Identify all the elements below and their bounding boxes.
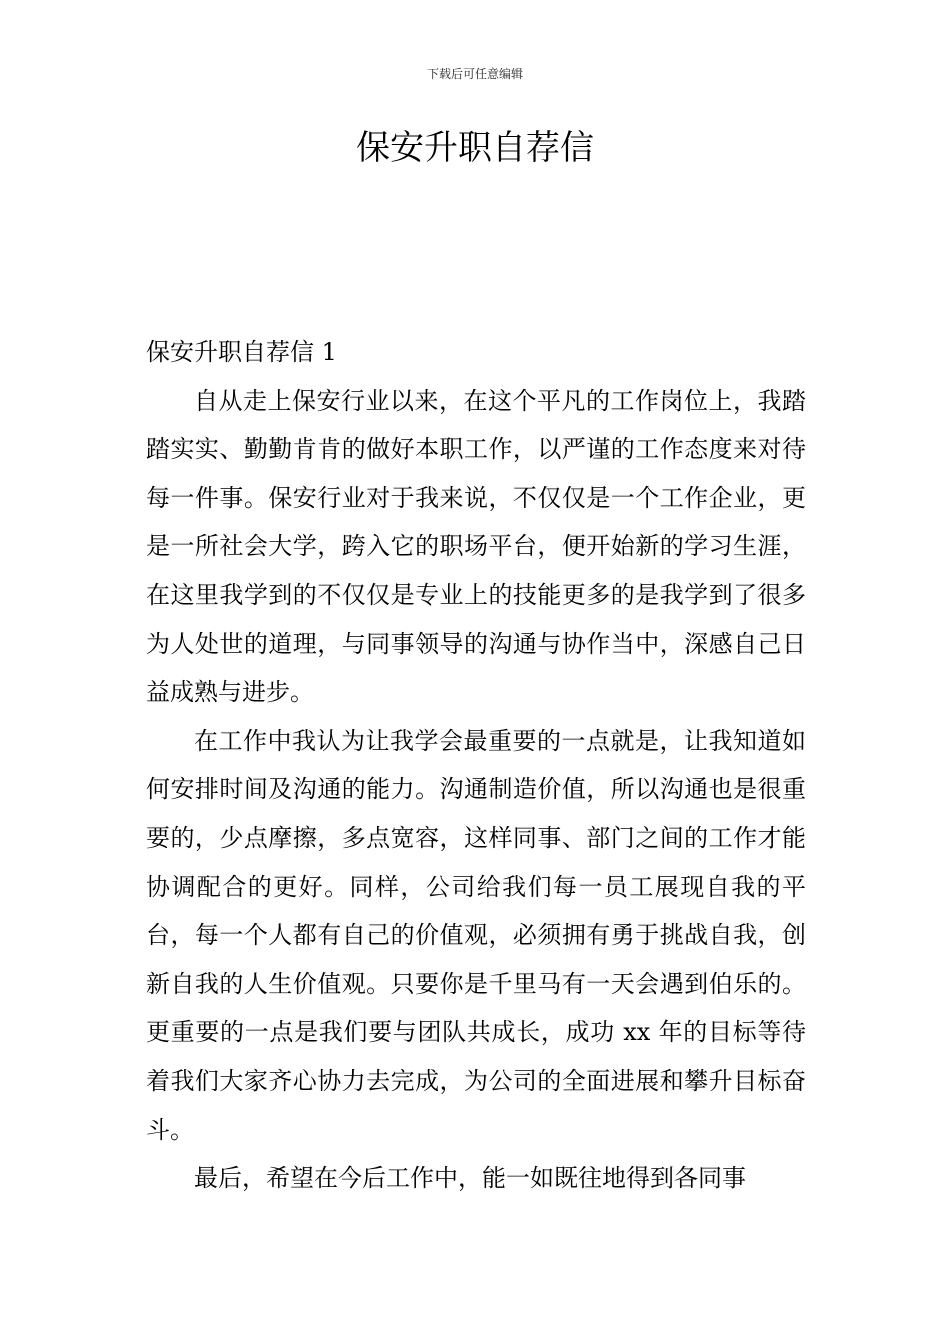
document-body (146, 328, 806, 1203)
section-heading: 保安升职自荐信 1 (146, 338, 337, 366)
header-note: 下载后可任意编辑 (426, 67, 523, 81)
paragraph-2: 在工作中我认为让我学会最重要的一点就是，让我知道如何安排时间及沟通的能力。沟通制造价值，所以沟通也是很重要的，少点摩擦，多点宽容，这样同事、部门之间的工作才能协调配合的更好。同样，公司给我们每一员工展现自我的平台，每一个人都有自己的价值观，必须拥有勇于挑战自我，创新自我的人生价值观。只要你是千里马有一天会遇到伯乐的。更重要的一点是我们要与团队共成长，成功 xx 年的目标等待着我们大家齐心协力去完成，为公司的全面进展和攀升目标奋斗。 (146, 726, 806, 1144)
paragraph-3: 最后，希望在今后工作中，能一如既往地得到各同事 (194, 1164, 746, 1193)
document-title: 保安升职自荐信 (356, 128, 594, 168)
paragraph-1: 自从走上保安行业以来，在这个平凡的工作岗位上，我踏踏实实、勤勤肯肯的做好本职工作，以严谨的工作态度来对待每一件事。保安行业对于我来说，不仅仅是一个工作企业，更是一所社会大学，跨入它的职场平台，便开始新的学习生涯，在这里我学到的不仅仅是专业上的技能更多的是我学到了很多为人处世的道理，与同事领导的沟通与协作当中，深感自己日益成熟与进步。 (146, 386, 806, 707)
